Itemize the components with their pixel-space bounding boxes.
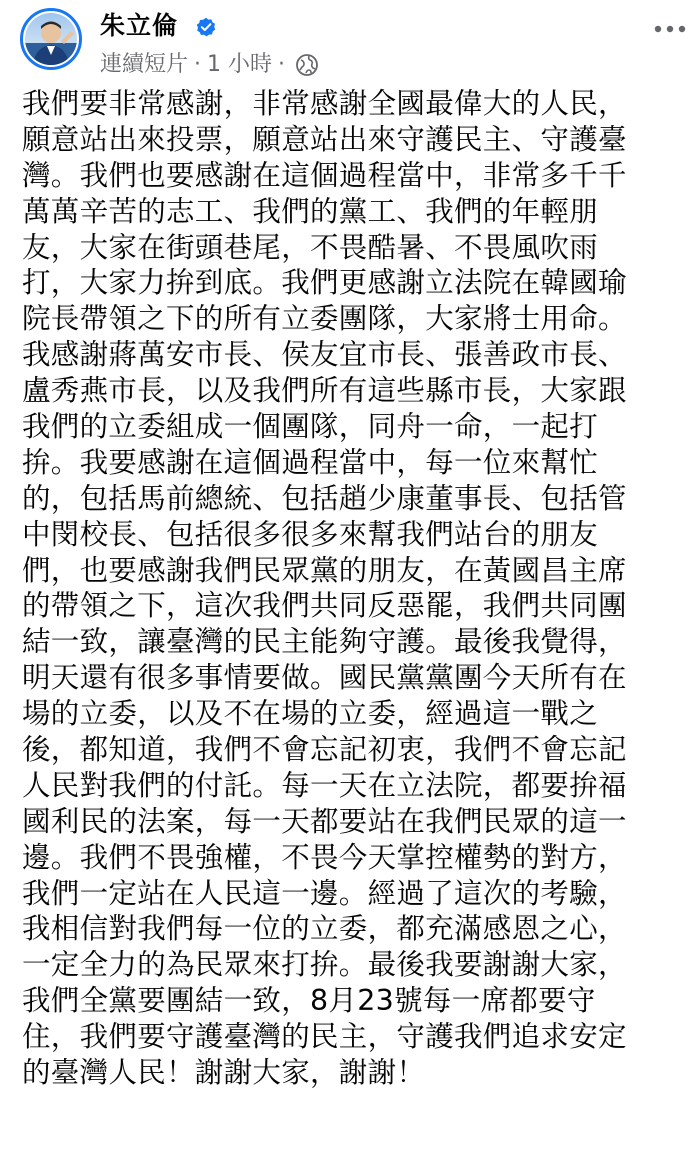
post-text — [22, 86, 686, 1091]
post-text-line: 友，大家在街頭巷尾，不畏酷暑、不畏風吹雨 — [22, 230, 599, 264]
post-text-line: 中閔校長、包括很多很多來幫我們站台的朋友 — [22, 517, 599, 551]
more-dots-icon[interactable] — [652, 18, 688, 40]
post-text-line: 我相信對我們每一位的立委，都充滿感恩之心， — [22, 912, 627, 946]
post-text-line: 我們一定站在人民這一邊。經過了這次的考驗， — [22, 876, 627, 910]
post-type-label[interactable]: 連續短片 — [100, 52, 189, 77]
person-avatar-icon — [25, 13, 77, 65]
post-text-line: 院長帶領之下的所有立委團隊，大家將士用命。 — [22, 302, 627, 336]
post-text-line: 願意站出來投票，願意站出來守護民主、守護臺 — [22, 122, 627, 156]
post-text-line: 我感謝蔣萬安市長、侯友宜市長、張善政市長、 — [22, 338, 627, 372]
post-text-line: 盧秀燕市長，以及我們所有這些縣市長，大家跟 — [22, 374, 627, 408]
post-text-line: 拚。我要感謝在這個過程當中，每一位來幫忙 — [22, 445, 599, 479]
post-text-line: 邊。我們不畏強權，不畏今天掌控權勢的對方， — [22, 840, 627, 874]
avatar[interactable] — [20, 8, 82, 70]
post-text-line: 們，也要感謝我們民眾黨的朋友，在黃國昌主席 — [22, 553, 627, 587]
post-text-line: 國利民的法案，每一天都要站在我們民眾的這一 — [22, 804, 627, 838]
globe-icon[interactable] — [295, 53, 319, 77]
post-text-line: 的，包括馬前總統、包括趙少康董事長、包括管 — [22, 481, 627, 515]
post-timestamp[interactable]: 1 小時 — [207, 52, 273, 77]
post-text-line: 我們要非常感謝，非常感謝全國最偉大的人民， — [22, 87, 627, 120]
post-text-line: 打，大家力拚到底。我們更感謝立法院在韓國瑜 — [22, 266, 627, 300]
post-text-line: 灣。我們也要感謝在這個過程當中，非常多千千 — [22, 158, 627, 192]
post-meta — [100, 50, 319, 80]
author-name[interactable]: 朱立倫 — [100, 11, 179, 40]
post-text-line: 一定全力的為民眾來打拚。最後我要謝謝大家， — [22, 948, 627, 982]
post-text-line: 萬萬辛苦的志工、我們的黨工、我們的年輕朋 — [22, 194, 599, 228]
post-text-line: 結一致，讓臺灣的民主能夠守護。最後我覺得， — [22, 625, 627, 659]
post-text-line: 明天還有很多事情要做。國民黨黨團今天所有在 — [22, 661, 627, 695]
meta-separator-2: · — [278, 52, 286, 77]
post-text-line: 人民對我們的付託。每一天在立法院，都要拚福 — [22, 768, 627, 802]
post-text-line: 的臺灣人民！謝謝大家，謝謝！ — [22, 1056, 426, 1090]
post-text-line: 的帶領之下，這次我們共同反惡罷，我們共同團 — [22, 589, 627, 623]
post-text-line: 我們全黨要團結一致，8月23號每一席都要守 — [22, 984, 596, 1018]
post-text-line: 我們的立委組成一個團隊，同舟一命，一起打 — [22, 410, 599, 444]
meta-separator: · — [194, 52, 202, 77]
verified-badge-icon — [196, 17, 216, 37]
post-text-line: 場的立委，以及不在場的立委，經過這一戰之 — [22, 697, 599, 731]
post-header — [0, 0, 700, 90]
post-text-line: 住，我們要守護臺灣的民主，守護我們追求安定 — [22, 1020, 627, 1054]
post-text-line: 後，都知道，我們不會忘記初衷，我們不會忘記 — [22, 733, 627, 767]
